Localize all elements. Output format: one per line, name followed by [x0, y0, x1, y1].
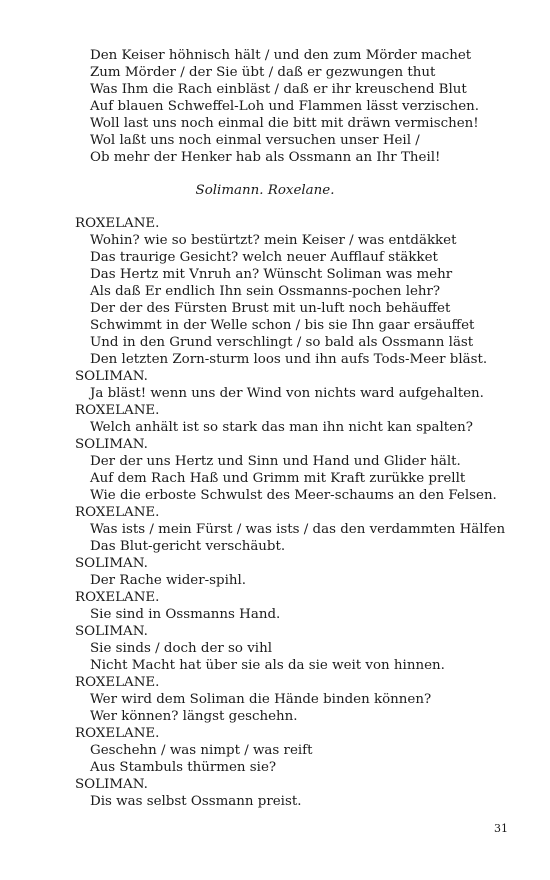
- verse-line: Was Ihm die Rach einbläst / daß er ihr kreuschend Blut: [90, 82, 467, 97]
- speaker-name: ROXELANE.: [75, 216, 160, 231]
- speaker-name: ROXELANE.: [75, 675, 160, 690]
- speaker-name: ROXELANE.: [75, 505, 160, 520]
- verse-line: Nicht Macht hat über sie als da sie weit von hinnen.: [90, 658, 445, 673]
- opening-verse: [75, 47, 495, 166]
- verse-line: Geschehn / was nimpt / was reift: [90, 743, 313, 758]
- speaker-name: SOLIMAN.: [75, 437, 148, 452]
- verse-line: Das traurige Gesicht? welch neuer Aufflauf stäkket: [90, 250, 438, 265]
- verse-line: Sie sind in Ossmanns Hand.: [90, 607, 281, 622]
- page-number: 31: [494, 822, 508, 835]
- verse-line: Wohin? wie so bestürtzt? mein Keiser / was entdäkket: [90, 233, 457, 248]
- dialogue-block: [75, 215, 506, 810]
- verse-line: Das Blut-gericht verschäubt.: [90, 539, 286, 554]
- verse-line: Als daß Er endlich Ihn sein Ossmanns-pochen lehr?: [90, 284, 441, 299]
- speaker-name: SOLIMAN.: [75, 556, 148, 571]
- verse-line: Wie die erboste Schwulst des Meer-schaums an den Felsen.: [90, 488, 497, 503]
- verse-line: Auf blauen Schweffel-Loh und Flammen lässt verzischen.: [90, 99, 480, 114]
- verse-line: Der Rache wider-spihl.: [90, 573, 247, 588]
- verse-line: Woll last uns noch einmal die bitt mit dräwn vermischen!: [90, 116, 479, 131]
- verse-line: Und in den Grund verschlingt / so bald als Ossmann läst: [90, 335, 474, 350]
- speaker-name: ROXELANE.: [75, 590, 160, 605]
- verse-line: Sie sinds / doch der so vihl: [90, 641, 272, 656]
- verse-line: Was ists / mein Fürst / was ists / das den verdammten Hälfen: [90, 522, 506, 537]
- verse-line: Das Hertz mit Vnruh an? Wünscht Soliman was mehr: [90, 267, 453, 282]
- speaker-name: SOLIMAN.: [75, 777, 148, 792]
- verse-line: Den letzten Zorn-sturm loos und ihn aufs Tods-Meer bläst.: [90, 352, 488, 367]
- verse-line: Auf dem Rach Haß und Grimm mit Kraft zurükke prellt: [90, 471, 466, 486]
- verse-line: Wol laßt uns noch einmal versuchen unser Heil /: [90, 133, 420, 148]
- verse-line: Ja bläst! wenn uns der Wind von nichts ward aufgehalten.: [90, 386, 484, 401]
- verse-line: Der der des Fürsten Brust mit un-luft noch behäuffet: [90, 301, 451, 316]
- verse-line: Wer wird dem Soliman die Hände binden können?: [90, 692, 432, 707]
- scene-heading: Solimann. Roxelane.: [195, 183, 335, 198]
- speaker-name: SOLIMAN.: [75, 624, 148, 639]
- verse-line: Aus Stambuls thürmen sie?: [90, 760, 277, 775]
- page-text: [75, 47, 506, 810]
- verse-line: Ob mehr der Henker hab als Ossmann an Ihr Theil!: [90, 150, 441, 165]
- verse-line: Schwimmt in der Welle schon / bis sie Ihn gaar ersäuffet: [90, 318, 475, 333]
- speaker-name: ROXELANE.: [75, 726, 160, 741]
- verse-line: Zum Mörder / der Sie übt / daß er gezwungen thut: [90, 65, 436, 80]
- verse-line: Den Keiser höhnisch hält / und den zum Mörder machet: [90, 48, 472, 63]
- verse-line: Wer können? längst geschehn.: [90, 709, 298, 724]
- speaker-name: SOLIMAN.: [75, 369, 148, 384]
- verse-line: Dis was selbst Ossmann preist.: [90, 794, 302, 809]
- verse-line: Welch anhält ist so stark das man ihn nicht kan spalten?: [90, 420, 473, 435]
- verse-line: Der der uns Hertz und Sinn und Hand und Glider hält.: [90, 454, 461, 469]
- speaker-name: ROXELANE.: [75, 403, 160, 418]
